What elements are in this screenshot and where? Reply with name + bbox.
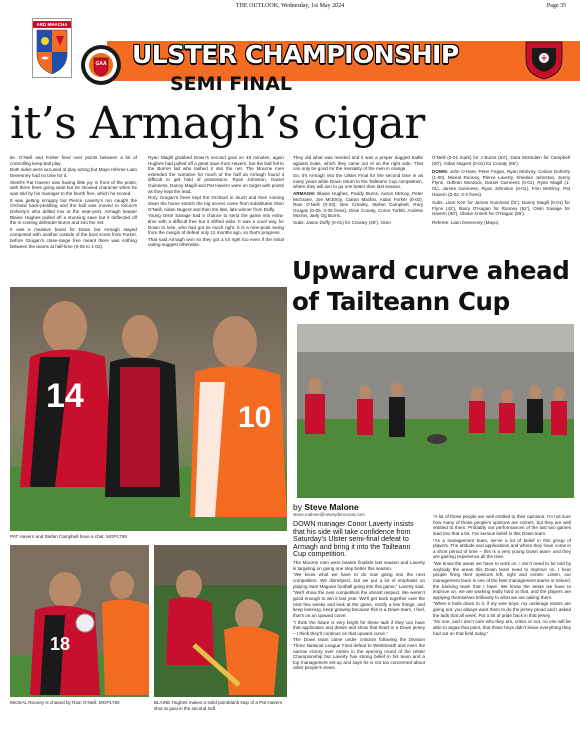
jersey-number-18: 18 xyxy=(50,634,71,654)
hughes-photo-image xyxy=(154,545,287,697)
byline-prefix: by xyxy=(293,502,302,512)
paragraph: It was a massive boost for Down but Armagh stayed composed with another outside of the boot score from Forker, before Grugan’s close-range free meant there was nothing between the teams at half-time (0-05 to 1-02). xyxy=(10,226,137,249)
team-photo xyxy=(297,324,574,498)
armagh-subs: Subs: Jason Duffy (0-01) for Crealey (49’), Oisin xyxy=(293,220,391,226)
byline-name: Steve Malone xyxy=(304,502,359,512)
paragraph: “No one, and I don’t care who they are, critics or not, no one will be able to argue that point, that those boys didn’t leave everything they had out on that field today.” xyxy=(433,619,571,636)
armagh-players: Blaine Hughes, Paddy Burns, Aaron McKay, Peter McGrane, Joe McElroy, Ciaran Mackin, Aidan Forker (0-02), Rian O’Neill (0-03), Ben Crealey, Stefan Campbell, Rory Grugan (0-05, 0-05 frees), Oisin Conaty, Conor Turbitt, Andrew Murnin, Jarly Og Burns. xyxy=(293,190,423,219)
down-subs: Subs: Liam Kerr for James Guinness (ht’), Danny Magill (0-01) for Flynn (42’), Barry O’Hagan for Rooney (52’), Oisin Savage for Havern (60’), Shane Annett for O’Hagan (65’). xyxy=(432,200,570,217)
gaa-crest-label: GAA xyxy=(95,61,107,67)
main-headline: it’s Armagh’s cigar xyxy=(10,98,425,149)
standfirst: DOWN manager Conor Laverty insists that his side will take confidence from Saturday’s Ulster semi-final defeat to Armagh and bring it into the Tailteann Cup competition. xyxy=(293,520,414,559)
hughes-photo-caption: BLAINE Hughes makes a solid pointblank stop of a Pat Havern shot at goal in the second half. xyxy=(154,700,283,711)
rooney-photo-image xyxy=(10,545,149,697)
paragraph: Young Oisin Savage had a chance to send the game into extra-time with a difficult free but it drifted wide. It was a cruel way for Down to lose, who had got so much right. It is a nine-point swing from the margin of defeat only 12 months ago, so that’s progress. xyxy=(148,213,284,236)
page-number: Page 35 xyxy=(546,3,566,9)
rooney-photo xyxy=(10,545,149,697)
paragraph: They did what was needed and it was a proper dogged battle against rivals, which they came out of on the right side. That can only be good for the mentality of the men in orange. xyxy=(293,155,423,172)
byline-email: steve.malone@newrydemocrat.com xyxy=(293,512,365,517)
paragraph: Rory Grugan’s frees kept the Orchard in touch and then coming down the home stretch the big scores came from substitutes Oisin O’Neill, Aidan Nugent and then the late, late winner from Duffy. xyxy=(148,195,284,212)
paragraph: Both sides were accused of play acting but Mayo referee Liam Devenney had no time for it. xyxy=(10,167,137,178)
paragraph: O’Neill (0-01 mark) for J Burns (53’), Dara McMullen for Campbell (60’), Aidan Nugent (0-01) for Conaty (65’). xyxy=(432,155,570,166)
paragraph: “We know the areas we have to work on, I don’t need to be told by anybody the areas this Down team need to improve on. I hear people firing their opinions left, right and centre. Listen, our management team is one of the best management teams in Ireland, the backing team that I have. We know the areas we have to improve on, we are working really hard at that, and the players are applying themselves brilliantly to what we are asking them. xyxy=(433,561,571,600)
article-column-3 xyxy=(293,155,423,255)
jersey-number-14: 14 xyxy=(46,377,84,415)
paragraph: “When it boils down to it, if my wee boys, my underage teams are going out, you always want them to do the jersey proud and I asked the lads that all week. Put a bit of pride back in that jersey. xyxy=(433,601,571,618)
paragraph: “We’ll show the next competition the utmost respect. We weren’t good enough to win it last year. We’ll get back together over the next few weeks and look at the game, rectify a few things, and keep learning, keep growing because this is a Down team, I feel, that’s on an upward curve. xyxy=(293,590,425,618)
second-headline-line-1: Upward curve ahead xyxy=(292,256,570,285)
armagh-label: ARMAGH: xyxy=(293,190,316,196)
hughes-photo xyxy=(154,545,287,697)
second-story-column-b xyxy=(433,514,571,732)
article-column-4 xyxy=(432,155,570,255)
jersey-number-10: 10 xyxy=(238,401,272,434)
armagh-shield-icon xyxy=(33,28,71,76)
down-crest xyxy=(522,40,566,80)
down-lineup xyxy=(432,169,570,197)
article-column-1 xyxy=(10,155,137,283)
armagh-crest xyxy=(32,18,72,78)
team-photo-image xyxy=(297,324,574,498)
paragraph: “I think the future is very bright for these lads if they can have that application and desire and show that heart in a Down jersey – I think they’ll continue on that upward curve.” xyxy=(293,619,425,636)
paragraph: The Down team came under criticism following the Division Three National League Final defeat to Westmeath and even the narrow victory over Antrim in the opening round of the Ulster Championship but Laverty has strong belief in his team and a top management set-up and says he is not too concerned about other people’s views. xyxy=(293,637,425,671)
publication-line: THE OUTLOOK, Wednesday, 1st May 2024 xyxy=(235,3,345,9)
second-headline-line-2: of Tailteann Cup xyxy=(292,287,510,316)
banner-subtitle: SEMI FINAL xyxy=(170,73,293,95)
main-photo xyxy=(10,287,287,531)
paragraph: It was getting scrappy but Pierce Laverty’s run caught the Orchard back-peddling and the ball was moved to Kilcoo’s Doherty’s who drilled low at the near-post. Armagh keeper Blaine Hughes pulled off a stunning save but it deflected off the in-coming defender Burns and into the net. xyxy=(10,197,137,226)
armagh-lineup xyxy=(293,191,423,219)
down-shield-icon xyxy=(522,40,566,80)
article-column-2 xyxy=(148,155,284,283)
armagh-crest-label: ARD MHACHA xyxy=(33,21,71,28)
referee: Referee: Liam Devenney (Mayo). xyxy=(432,219,500,225)
match-photo-image xyxy=(10,287,287,531)
paragraph: “A lot of those people are well entitled to their opinions, I’m not sure how many of those people’s opinions are correct, but they are well entitled to them. Probably our performances of the last two games lead into that a bit. I’ve serious belief in this Down team. xyxy=(433,514,571,536)
paragraph: Steeli’s Pat Havern was having little joy in front of the posts, with three frees going wide but he showed character when he was told by his manager to the fourth free, which he scored. xyxy=(10,179,137,196)
down-label: DOWN: xyxy=(432,169,449,175)
main-photo-caption: PAT Havern and Stefan Campbell have a chat. MGP1759 xyxy=(10,534,127,539)
gaa-crest xyxy=(80,44,122,86)
byline xyxy=(293,502,433,512)
paragraph: The Mourne men were beaten finalists last season and Laverty is targeting on going one step better this season. xyxy=(293,560,425,571)
paragraph: That said Armagh won so they got a lot right too even if the initial outing suggest otherwise. xyxy=(148,236,284,248)
paragraph: “We know what we have to do now going into the next competition. We disrespect, but we put a lot of emphasis on playing Sam Maguire football going into this game,” Laverty said. xyxy=(293,572,425,589)
banner-title: ULSTER CHAMPIONSHIP xyxy=(132,40,459,69)
paragraph: tie. O’Neill and Forker fired over points between a bit of controlling keep-ball play. xyxy=(10,155,137,166)
paragraph: Ryan Magill grabbed Down’s second goal on 48 minutes, again Hughes had pulled off a great save from Havern, but the ball fell to the Burren lad who lashed it into the net. The Mourne men extended the narrative for much of the half as Armagh found it difficult to get hold of possession. Ryan Johnston, Daniel Guinness, Danny Magill and Pat Havern were on target with points as they kept the lead. xyxy=(148,155,284,194)
paragraph: So, it’s Armagh into the Ulster Final for the second time in as many years while Down return to the Tailteann Cup competition, where they will aim to go one better than last season. xyxy=(293,172,423,190)
rooney-photo-caption: MICEAL Rooney is chased by Rian O’Neill. MGP1760 xyxy=(10,700,120,705)
second-story-headline xyxy=(292,255,574,325)
second-story-column-a xyxy=(293,560,425,732)
page-header xyxy=(0,0,580,12)
paragraph: “As a management team, we’ve a lot of belief in this group of players. The attitude and applications and where they have come in a short period of time – this is a very young Down team- and they are gaining experience all the time. xyxy=(433,537,571,560)
down-players: John O’Hare, Peter Fegan, Ryan McEvoy, Ceilum Doherty (1-00), Miceal Rooney, Pierce Laverty, Sheelan Johnston, Jonny Flynn, Odhran Murdock, Daniel Guinness (0-01), Ryan Magill (1-01), James Guinness, Ryan Johnston (0-01), Finn McElroy, Pat Havern (0-02, 0-2 frees). xyxy=(432,169,570,197)
